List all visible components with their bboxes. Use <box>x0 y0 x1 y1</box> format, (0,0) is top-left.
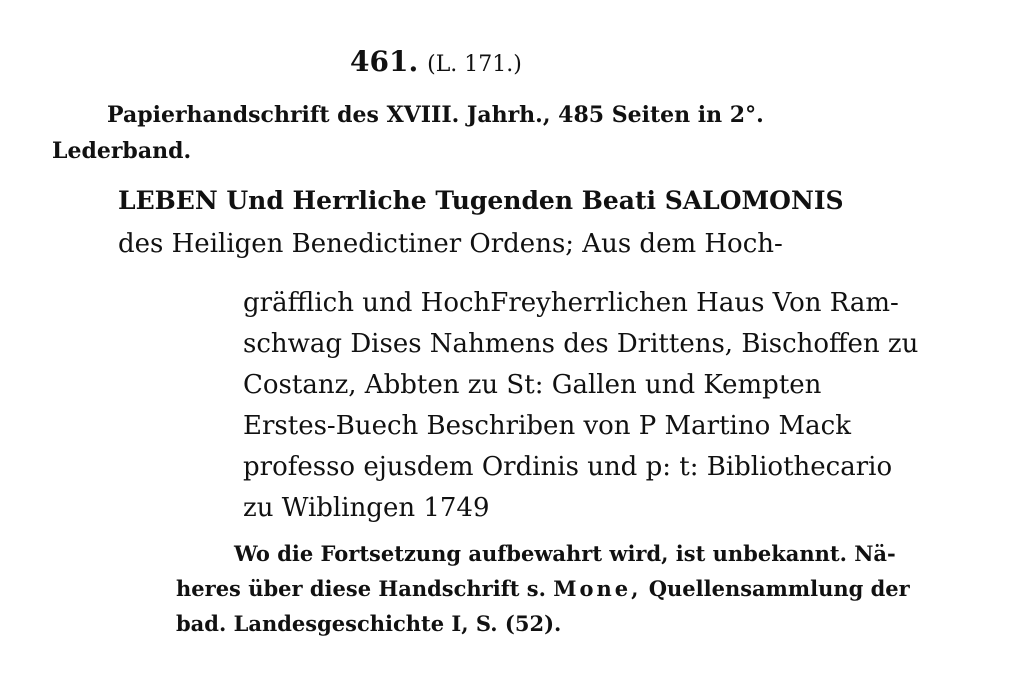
title-continued-line: Erstes-Buech Beschriben von P Martino Mack <box>243 411 851 441</box>
description-line-1: Papierhandschrift des XVIII. Jahrh., 485 Seiten in 2°. <box>107 102 764 128</box>
title-line-2: des Heiligen Benedictiner Ordens; Aus dem Hoch- <box>118 229 783 259</box>
title-continued-line: gräfflich und HochFreyherrlichen Haus Von Ram- <box>243 288 899 318</box>
note-line-1: Wo die Fortsetzung aufbewahrt wird, ist unbekannt. Nä- <box>234 541 896 566</box>
note-line-2-post: Quellensammlung der <box>648 576 910 601</box>
description-line-2: Lederband. <box>52 138 192 164</box>
title-continued-line: schwag Dises Nahmens des Drittens, Bischoffen zu <box>243 329 919 359</box>
title-bold-line: LEBEN Und Herrliche Tugenden Beati SALOMONIS <box>118 186 844 215</box>
title-continued-line: professo ejusdem Ordinis und p: t: Bibliothecario <box>243 452 893 482</box>
title-continued-line: zu Wiblingen 1749 <box>243 493 490 523</box>
entry-number: 461. <box>350 45 419 78</box>
entry-reference: (L. 171.) <box>427 52 522 77</box>
entry-heading <box>350 45 522 78</box>
note-author-name: Mone, <box>553 576 642 601</box>
note-line-2 <box>176 578 910 599</box>
note-line-2-pre: heres über diese Handschrift s. <box>176 576 546 601</box>
note-line-3: bad. Landesgeschichte I, S. (52). <box>176 611 562 636</box>
title-continued-line: Costanz, Abbten zu St: Gallen und Kempten <box>243 370 822 400</box>
